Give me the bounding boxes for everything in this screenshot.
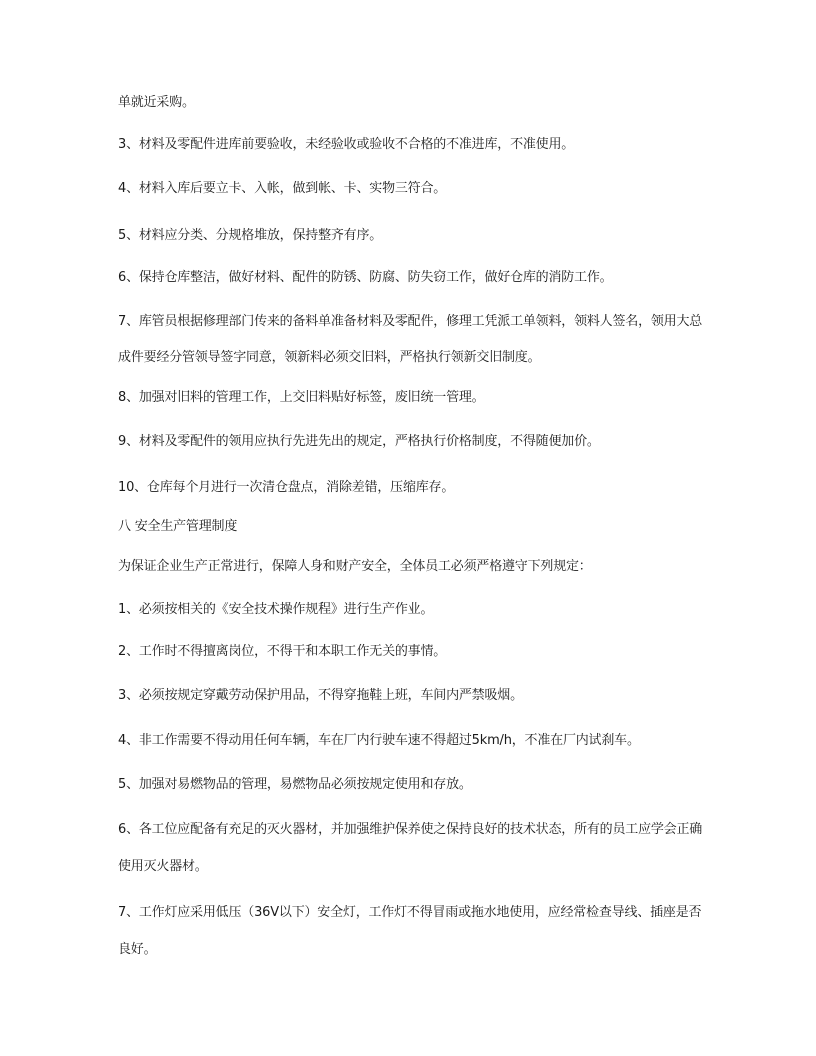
list-item-5-sorting: 5、材料应分类、分规格堆放，保持整齐有序。: [118, 228, 383, 243]
safety-item-3: 3、必须按规定穿戴劳动保护用品，不得穿拖鞋上班，车间内严禁吸烟。: [118, 688, 523, 703]
list-item-9-fifo: 9、材料及零配件的领用应执行先进先出的规定，严格执行价格制度，不得随便加价。: [118, 434, 600, 449]
safety-item-2: 2、工作时不得擅离岗位，不得干和本职工作无关的事情。: [118, 644, 447, 659]
safety-item-7: 7、工作灯应采用低压（36V以下）安全灯，工作灯不得冒雨或拖水地使用，应经常检查导线、插座是否: [118, 905, 702, 920]
safety-item-6: 6、各工位应配备有充足的灭火器材，并加强维护保养使之保持良好的技术状态，所有的员工应学会正确: [118, 822, 703, 837]
list-item-6-cleanliness: 6、保持仓库整洁，做好材料、配件的防锈、防腐、防失窃工作，做好仓库的消防工作。: [118, 270, 613, 285]
safety-item-4: 4、非工作需要不得动用任何车辆，车在厂内行驶车速不得超过5km/h，不准在厂内试刹车。: [118, 733, 640, 748]
list-item-10-inventory: 10、仓库每个月进行一次清仓盘点，消除差错，压缩库存。: [118, 480, 455, 495]
safety-item-7-continuation: 良好。: [118, 942, 157, 957]
list-item-7-continuation: 成件要经分管领导签字同意，领新料必须交旧料，严格执行领新交旧制度。: [118, 350, 541, 365]
safety-item-1: 1、必须按相关的《安全技术操作规程》进行生产作业。: [118, 602, 434, 617]
list-item-4-records: 4、材料入库后要立卡、入帐，做到帐、卡、实物三符合。: [118, 181, 447, 196]
list-item-7-requisition: 7、库管员根据修理部门传来的备料单准备材料及零配件，修理工凭派工单领料，领料人签名，领用大总: [118, 314, 703, 329]
paragraph-continuation: 单就近采购。: [118, 95, 195, 110]
safety-item-5: 5、加强对易燃物品的管理，易燃物品必须按规定使用和存放。: [118, 777, 472, 792]
safety-item-6-continuation: 使用灭火器材。: [118, 859, 208, 874]
section-heading-safety: 八 安全生产管理制度: [118, 519, 238, 534]
list-item-8-old-materials: 8、加强对旧料的管理工作，上交旧料贴好标签，废旧统一管理。: [118, 390, 485, 405]
section-intro: 为保证企业生产正常进行，保障人身和财产安全，全体员工必须严格遵守下列规定：: [118, 559, 592, 574]
list-item-3-inspection: 3、材料及零配件进库前要验收，未经验收或验收不合格的不准进库，不准使用。: [118, 137, 575, 152]
